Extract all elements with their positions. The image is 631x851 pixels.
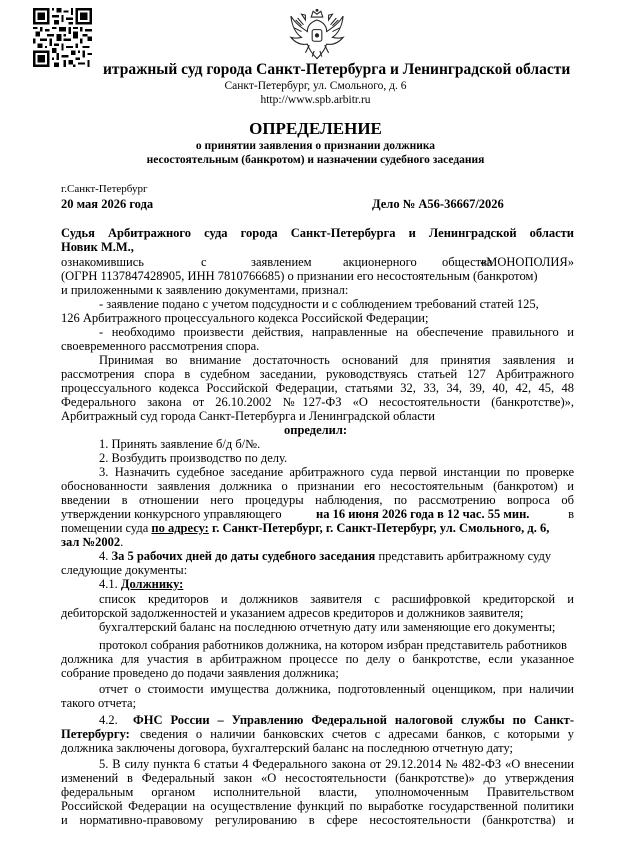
court-address: Санкт-Петербург, ул. Смольного, д. 6	[224, 80, 407, 92]
text-line: список кредиторов и должников заявителя с расшифровкой кредиторской и	[99, 592, 574, 606]
text-line: и приложенными к заявлению документами, признал:	[61, 283, 349, 297]
text-line: дебиторской задолженностей и указанием адресов кредиторов и должников заявителя;	[61, 606, 524, 620]
text-line: федеральным органом исполнительной власти, уполномоченным Правительством	[61, 785, 574, 799]
ruling-heading: определил:	[284, 423, 348, 437]
coat-of-arms-icon	[288, 6, 346, 61]
text-line: 4. За 5 рабочих дней до даты судебного заседания представить арбитражному суду	[99, 549, 552, 563]
text-line: 3. Назначить судебное заседание арбитражного суда первой инстанции по проверке	[99, 465, 574, 479]
text-line: своевременного рассмотрения спора.	[61, 339, 260, 353]
section-debtor: 4.1. Должнику:	[99, 577, 184, 591]
text-line: обоснованности заявления должника о признании его несостоятельным (банкротом) и	[61, 479, 574, 493]
text-line: 126 Арбитражного процессуального кодекса Российской Федерации;	[61, 311, 429, 325]
text-line: и нормативно-правовому регулированию в сфере несостоятельности (банкротства) и	[61, 813, 574, 827]
judge-line: Судья Арбитражного суда города Санкт-Петербурга и Ленинградской области	[61, 226, 574, 240]
text-line: Федерального закона от 26.10.2002 №127-ФЗ «О несостоятельности (банкротстве)»,	[61, 395, 574, 409]
text-line: рассмотрения спора в судебном заседании, руководствуясь статьей 127 Арбитражного	[61, 367, 574, 381]
text-line: бухгалтерский баланс на последнюю отчетную дату или заменяющие его документы;	[99, 620, 556, 634]
text-line: 5. В силу пункта 6 статьи 4 Федерального закона от 29.12.2014 № 482-ФЗ «О внесении	[99, 757, 574, 771]
text-line: Арбитражный суд города Санкт-Петербурга и Ленинградской области	[61, 409, 435, 423]
judge-name: Новик М.М.,	[61, 240, 134, 254]
text-line: - необходимо произвести действия, направленные на обеспечение правильного и	[99, 325, 574, 339]
text-line: должника заключены договора, бухгалтерский баланс на последнюю отчетную дату;	[61, 741, 514, 755]
document-date: 20 мая 2026 года	[61, 197, 154, 211]
court-name: итражный суд города Санкт-Петербурга и Ленинградской области	[103, 61, 571, 78]
document-subtitle-2: несостоятельным (банкротом) и назначении судебного заседания	[146, 154, 485, 166]
text-line: должника для участия в арбитражном процессе по делу о банкротстве, если указанное	[61, 652, 574, 666]
document-city: г.Санкт-Петербург	[61, 183, 148, 195]
text-line: Российской Федерации на осуществление функций по выработке государственной политики	[61, 799, 574, 813]
text-line: 1. Принять заявление б/д б/№.	[99, 437, 261, 451]
text-line: Принимая во внимание достаточность оснований для принятия заявления и	[99, 353, 574, 367]
court-website-link[interactable]: http://www.spb.arbitr.ru	[260, 94, 371, 106]
text-line: следующие документы:	[61, 563, 188, 577]
qr-code-icon	[33, 8, 92, 67]
text-line: (ОГРН 1137847428905, ИНН 7810766685) о признании его несостоятельным (банкротом)	[61, 269, 538, 283]
text-line: 2. Возбудить производство по делу.	[99, 451, 288, 465]
document-subtitle-1: о принятии заявления о признании должника	[195, 140, 436, 152]
text-line: собрание проведено до подачи заявления должника;	[61, 666, 339, 680]
text-line: протокол собрания работников должника, на котором избран представитель работников	[99, 638, 567, 652]
hearing-address-line: помещении суда по адресу: г. Санкт-Петербург, г. Санкт-Петербург, ул. Смольного, д. 6,	[61, 521, 550, 535]
case-number: Дело № А56-36667/2026	[372, 197, 504, 211]
text-line: введении в отношении него процедуры наблюдения, по рассмотрению вопроса об	[61, 493, 574, 507]
document-title: ОПРЕДЕЛЕНИЕ	[249, 119, 382, 138]
text-line: - заявление подано с учетом подсудности и с соблюдением требований статей 125,	[99, 297, 539, 311]
text-line: изменений в Федеральный закон «О несостоятельности (банкротстве)» до утверждения	[61, 771, 574, 785]
text-line: такого отчета;	[61, 696, 137, 710]
text-line: процессуального кодекса Российской Федерации, статьями 32, 33, 34, 39, 40, 42, 45, 48	[61, 381, 574, 395]
text-line: отчет о стоимости имущества должника, подготовленный оценщиком, при наличии	[99, 682, 574, 696]
hearing-room: зал №2002.	[61, 535, 124, 549]
